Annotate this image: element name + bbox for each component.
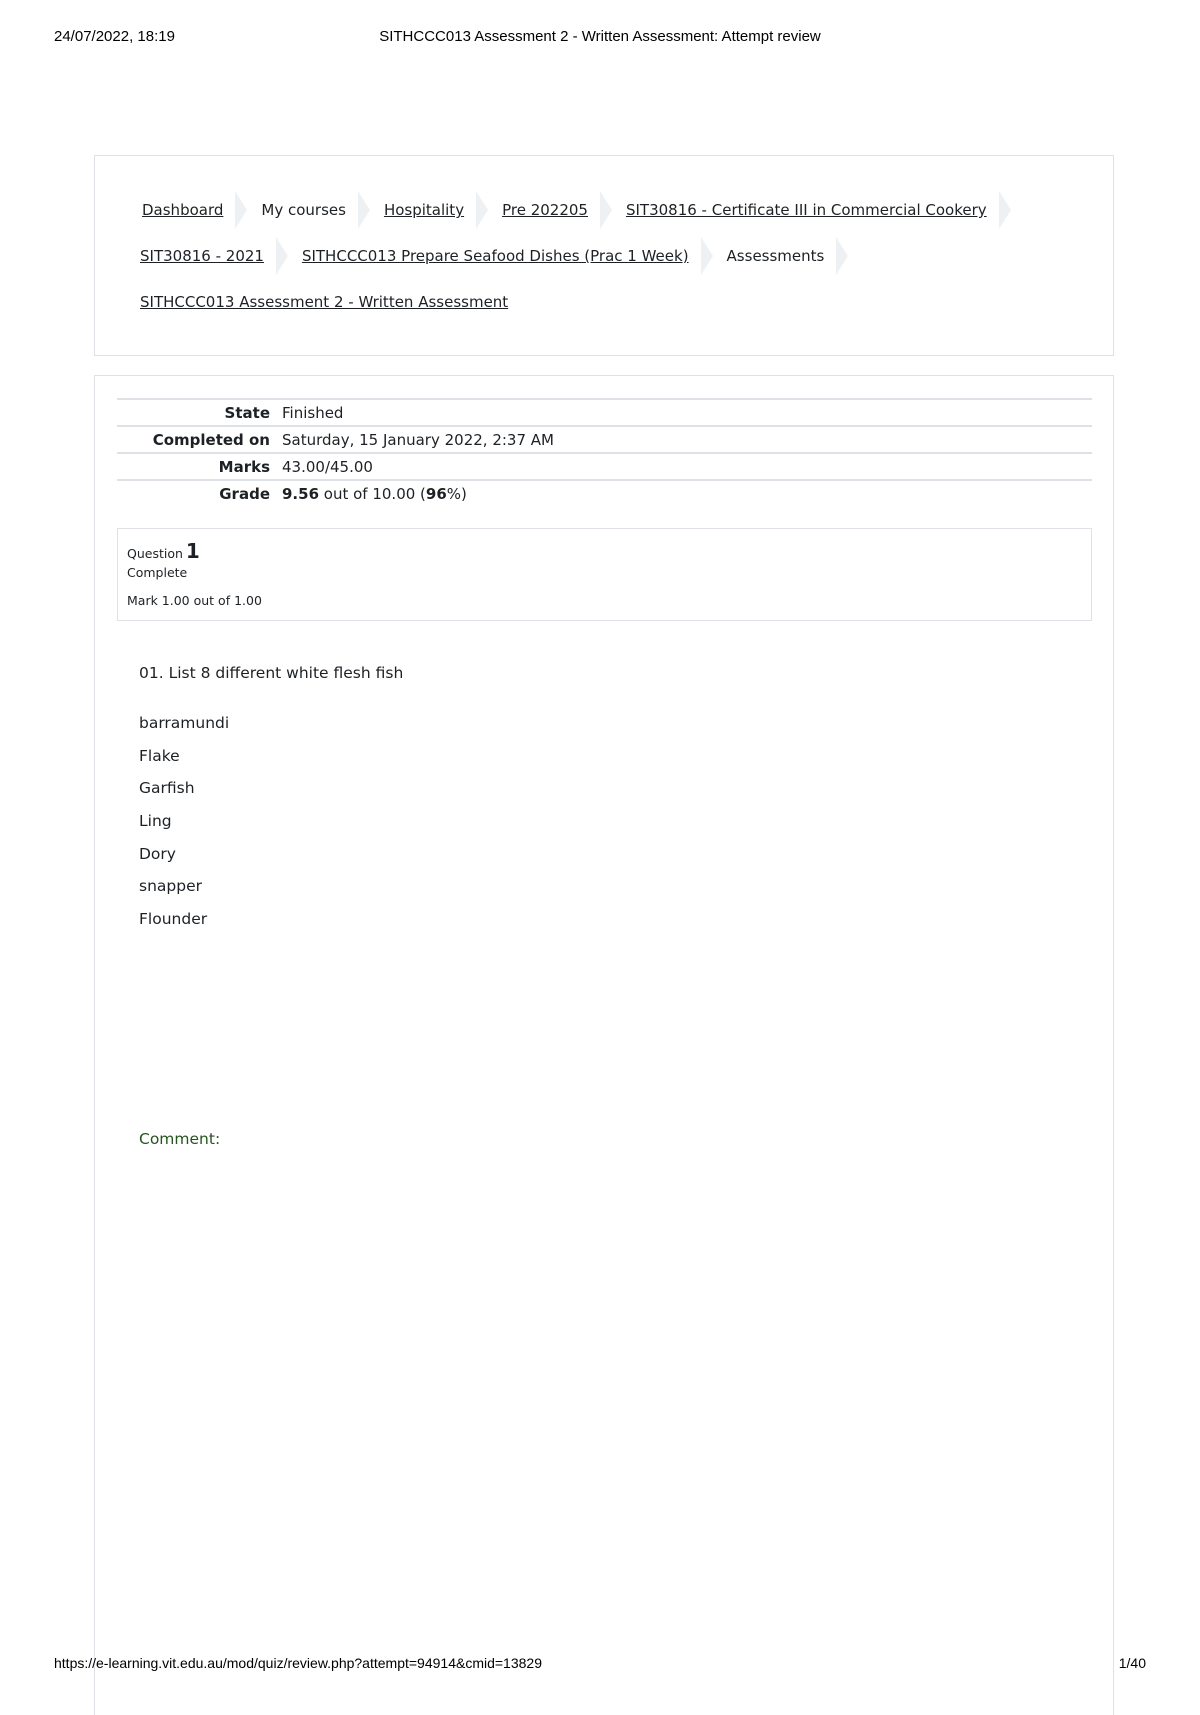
answer-list xyxy=(139,714,229,943)
grade-label: Grade xyxy=(219,485,270,503)
breadcrumb-sit30816-2021[interactable]: SIT30816 - 2021 xyxy=(140,247,264,265)
question-state: Complete xyxy=(127,565,188,580)
summary-row-state xyxy=(117,399,1092,426)
breadcrumb-separator-icon xyxy=(476,191,488,229)
summary-row-marks xyxy=(117,453,1092,480)
breadcrumb-separator-icon xyxy=(276,237,288,275)
print-title: SITHCCC013 Assessment 2 - Written Assessment: Attempt review xyxy=(379,28,821,45)
print-datetime: 24/07/2022, 18:19 xyxy=(54,28,175,45)
breadcrumb-certificate-iii[interactable]: SIT30816 - Certificate III in Commercial Cookery xyxy=(625,201,987,219)
summary-row-completed xyxy=(117,426,1092,453)
breadcrumb-separator-icon xyxy=(836,237,848,275)
grade-value xyxy=(282,480,1092,507)
breadcrumb-course-prepare-seafood[interactable]: SITHCCC013 Prepare Seafood Dishes (Prac 1 Week) xyxy=(301,247,689,265)
breadcrumb-separator-icon xyxy=(235,191,247,229)
completed-value: Saturday, 15 January 2022, 2:37 AM xyxy=(282,430,554,449)
breadcrumb-my-courses: My courses xyxy=(261,201,346,219)
answer-item: barramundi xyxy=(139,714,230,732)
question-grade: Mark 1.00 out of 1.00 xyxy=(127,593,262,608)
comment-label: Comment: xyxy=(139,1130,221,1148)
answer-item: Flounder xyxy=(139,910,208,929)
breadcrumb-separator-icon xyxy=(358,191,370,229)
print-header xyxy=(54,28,1146,48)
print-url: https://e-learning.vit.edu.au/mod/quiz/review.php?attempt=94914&cmid=13829 xyxy=(54,1655,542,1671)
breadcrumb-separator-icon xyxy=(701,237,713,275)
attempt-summary-table xyxy=(117,398,1092,507)
grade-score: 9.56 xyxy=(282,485,320,503)
grade-out-of: out of 10.00 ( xyxy=(319,485,426,503)
marks-label: Marks xyxy=(218,457,270,476)
answer-item: Flake xyxy=(139,746,180,765)
breadcrumb-separator-icon xyxy=(600,191,612,229)
grade-percent-suffix: %) xyxy=(446,485,467,503)
print-footer xyxy=(54,1655,1146,1675)
print-page-number: 1/40 xyxy=(1118,1655,1146,1671)
state-label: State xyxy=(224,403,270,422)
marks-value: 43.00/45.00 xyxy=(282,457,373,476)
answer-item: Ling xyxy=(139,812,172,831)
grade-percent: 96 xyxy=(425,485,447,503)
completed-label: Completed on xyxy=(152,430,270,449)
question-info-box xyxy=(117,528,1092,621)
question-text: 01. List 8 different white flesh fish xyxy=(139,664,404,682)
breadcrumb-written-assessment[interactable]: SITHCCC013 Assessment 2 - Written Assessment xyxy=(140,293,509,311)
breadcrumb-pre-202205[interactable]: Pre 202205 xyxy=(502,201,588,219)
breadcrumb-dashboard[interactable]: Dashboard xyxy=(142,201,224,219)
question-number xyxy=(127,539,200,563)
question-number-value: 1 xyxy=(185,539,200,563)
question-number-prefix: Question xyxy=(127,546,183,561)
summary-row-grade xyxy=(117,480,1092,507)
breadcrumb-hospitality[interactable]: Hospitality xyxy=(383,201,465,219)
breadcrumb-assessments: Assessments xyxy=(726,247,825,265)
answer-item: Garfish xyxy=(139,779,195,798)
answer-item: snapper xyxy=(139,877,202,896)
state-value: Finished xyxy=(282,403,344,422)
answer-item: Dory xyxy=(139,844,176,863)
breadcrumb-separator-icon xyxy=(999,191,1011,229)
